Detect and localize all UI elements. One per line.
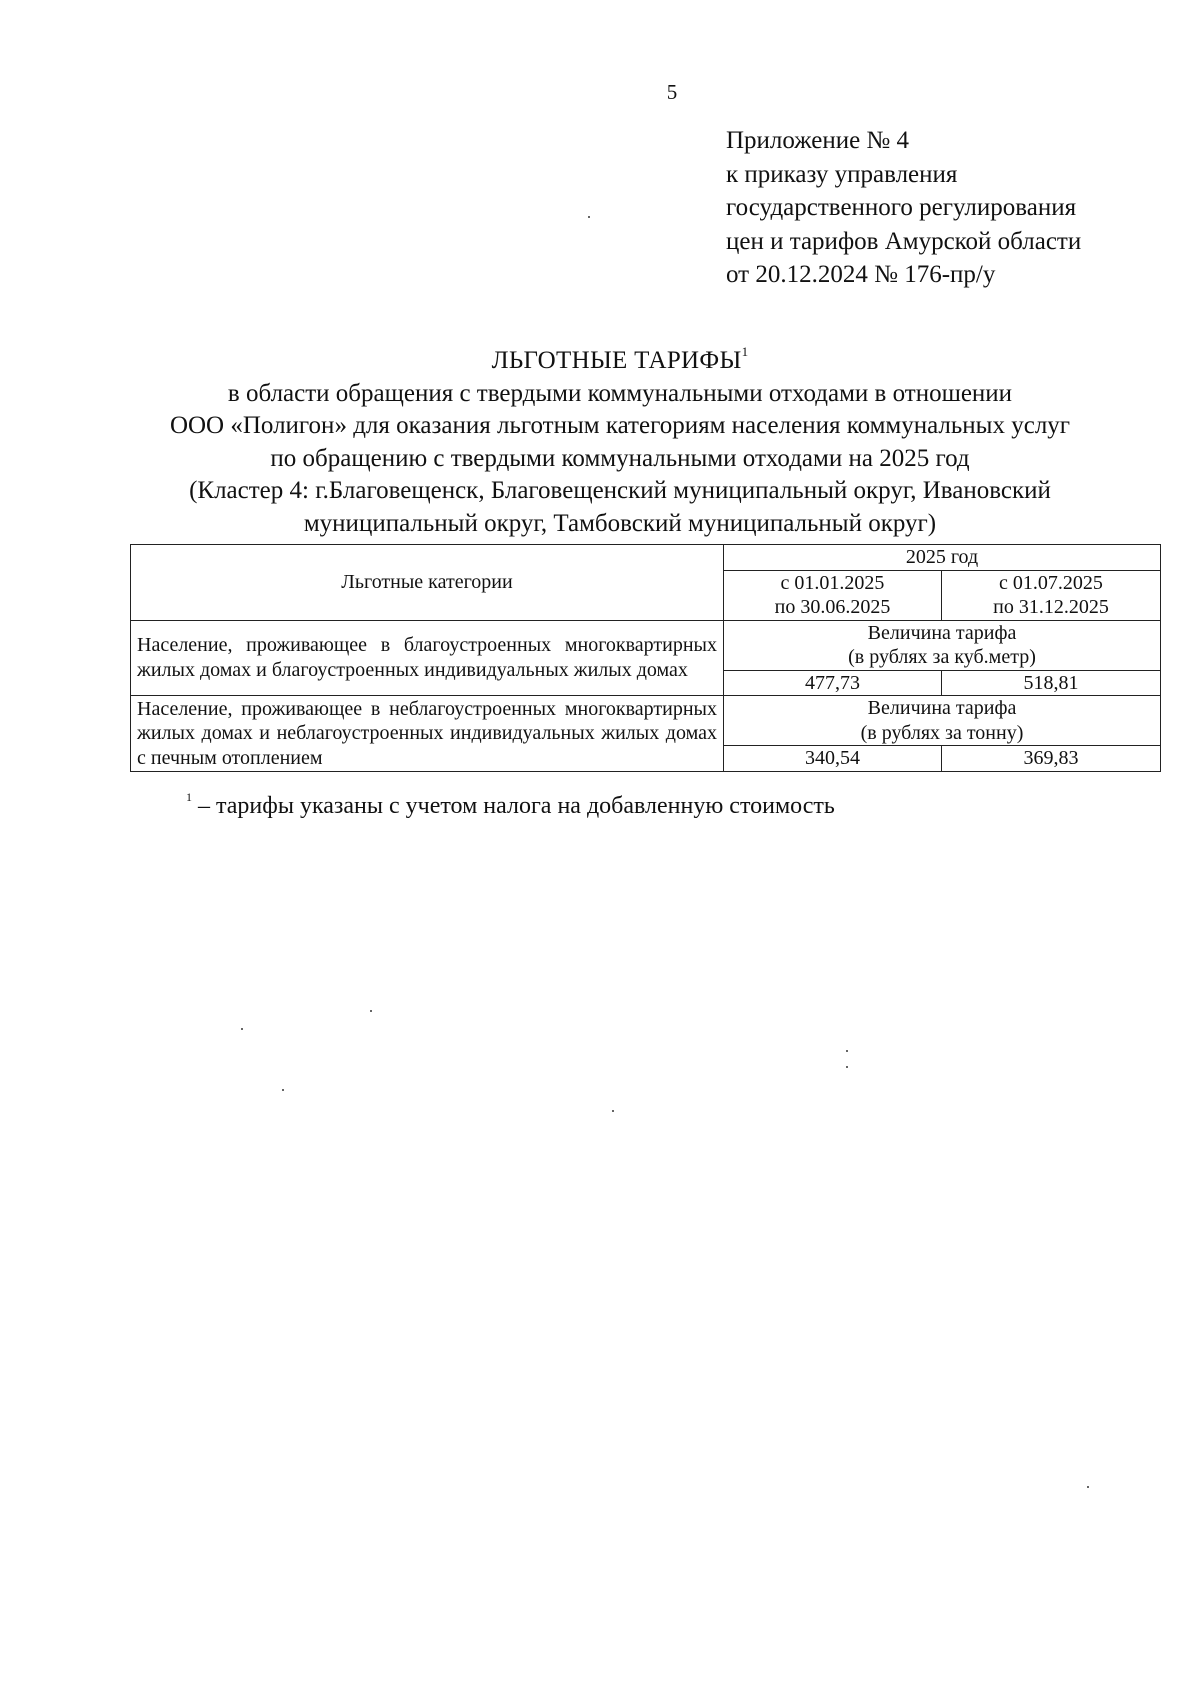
category-cell: Население, проживающее в благоустроенных многоквартирных жилых домах и благоустроенных индивидуальных жилых домах (131, 620, 724, 696)
unit-label: (в рублях за тонну) (860, 721, 1024, 744)
scan-speck (846, 1050, 848, 1052)
period-to: по 30.06.2025 (774, 596, 891, 618)
header-year: 2025 год (724, 545, 1161, 571)
unit-label: (в рублях за куб.метр) (848, 646, 1036, 668)
title-line: по обращению с твердыми коммунальными отходами на 2025 год (270, 444, 970, 472)
table-header-row (131, 545, 1161, 571)
tariff-table (130, 544, 1161, 772)
footnote-text: – тарифы указаны с учетом налога на добавленную стоимость (198, 793, 835, 819)
category-cell: Население, проживающее в неблагоустроенных многоквартирных жилых домах и неблагоустроенных индивидуальных жилых домах с печным отоплением (131, 696, 724, 772)
appendix-line: цен и тарифов Амурской области (726, 227, 1082, 255)
unit-cell (724, 696, 1161, 746)
table-row (131, 696, 1161, 746)
appendix-line: государственного регулирования (726, 194, 1077, 221)
appendix-line: Приложение № 4 (726, 127, 910, 154)
scan-speck (1087, 1486, 1089, 1488)
scan-speck (282, 1089, 284, 1091)
table-row (131, 620, 1161, 670)
tariff-value: 518,81 (942, 670, 1161, 696)
title-line: муниципальный округ, Тамбовский муниципальный округ) (303, 509, 937, 537)
page-number: 5 (666, 80, 678, 104)
title-line: в области обращения с твердыми коммунальными отходами в отношении (227, 379, 1013, 407)
title-line: (Кластер 4: г.Благовещенск, Благовещенский муниципальный округ, Ивановский (189, 477, 1051, 505)
footnote-mark: 1 (186, 790, 192, 804)
tariff-value: 340,54 (724, 746, 942, 772)
tariff-value: 477,73 (724, 670, 942, 696)
scan-speck (370, 1010, 372, 1012)
appendix-line: к приказу управления (726, 160, 958, 188)
title-heading (120, 336, 1120, 378)
period-from: с 01.01.2025 (780, 571, 885, 594)
document-title (120, 336, 1120, 541)
appendix-line: от 20.12.2024 № 176-пр/у (726, 261, 996, 288)
header-period-1 (724, 570, 942, 620)
heading-footnote-mark: 1 (741, 344, 749, 359)
unit-cell (724, 620, 1161, 670)
appendix-block (726, 124, 1081, 292)
header-period-2 (942, 570, 1161, 620)
title-line: ООО «Полигон» для оказания льготным категориям населения коммунальных услуг (169, 412, 1071, 440)
scan-speck (846, 1066, 848, 1068)
period-from: с 01.07.2025 (999, 571, 1103, 594)
scan-speck (241, 1028, 243, 1030)
tariff-value: 369,83 (942, 746, 1161, 772)
footnote (186, 790, 835, 820)
heading-text: ЛЬГОТНЫЕ ТАРИФЫ (491, 347, 742, 374)
scan-speck (612, 1110, 614, 1112)
unit-title: Величина тарифа (867, 621, 1017, 644)
period-to: по 31.12.2025 (993, 596, 1109, 618)
header-category: Льготные категории (131, 545, 724, 621)
scan-speck (588, 216, 590, 218)
unit-title: Величина тарифа (867, 697, 1017, 719)
